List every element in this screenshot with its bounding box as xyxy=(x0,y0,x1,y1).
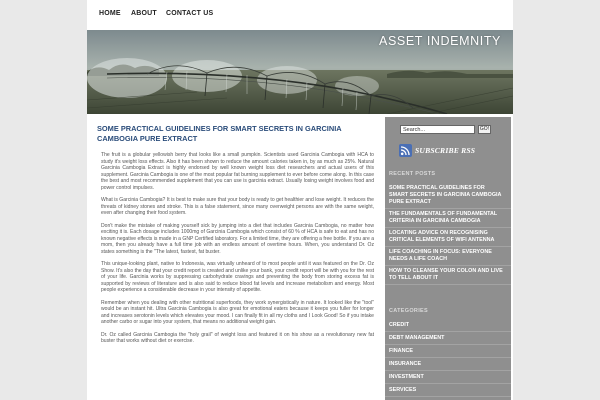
nav-about-link[interactable]: ABOUT xyxy=(131,10,157,17)
header-banner xyxy=(87,30,513,114)
category-link[interactable]: INSURANCE xyxy=(385,358,511,371)
post-title[interactable]: SOME PRACTICAL GUIDELINES FOR SMART SECRETS IN GARCINIA CAMBOGIA PURE EXTRACT xyxy=(97,124,342,143)
nav-contact-link[interactable]: CONTACT US xyxy=(166,10,214,17)
recent-post-link[interactable]: THE FUNDAMENTALS OF FUNDAMENTAL CRITERIA IN GARCINIA CAMBOGIA xyxy=(385,209,511,228)
search-input[interactable]: Search... xyxy=(400,125,475,134)
post-paragraph: Remember when you dealing with other nutritional superfoods, they work synergistically in nature. It looked like the "tool" would be an instant hit. Ultra Garcinia Cambogia is also great for emotional eaters because it keeps you fuller for longer and increases serotonin levels which elevates your mood. I can finally fit in all my cloths and I Look Good! So if you intake another carbo or sugar into your system, that means no additional weight gain. xyxy=(101,299,374,325)
subscribe-rss-link[interactable] xyxy=(399,143,475,157)
nav-home-link[interactable]: HOME xyxy=(99,10,121,17)
post-body xyxy=(97,152,374,345)
recent-post-link[interactable]: LOCATING ADVICE ON RECOGNISING CRITICAL ELEMENTS OF WIFI ANTENNA xyxy=(385,228,511,247)
category-link[interactable]: INVESTMENT xyxy=(385,371,511,384)
recent-post-link[interactable]: LIFE COACHING IN FOCUS: EVERYONE NEEDS A LIFE COACH xyxy=(385,247,511,266)
rss-label: SUBSCRIBE RSS xyxy=(415,145,476,155)
post-paragraph: Don't make the mistake of making yourself sick by jumping into a diet that includes Garcinia Cambogia, no matter how exciting it is. Each dosage includes 1000mg of Garcinia Cambogia which consist of 60 % of HCA is safe to eat and has no known negative effects is made in a GNP Certified laboratory. For a limited time, they are offering a free bottle. If you are a mom, then you already have a full time job with an endless amount of overtime hours. When, you understand Dr. Oz states something is the "The latest, fastest, fat buster. xyxy=(101,222,374,255)
site-title[interactable]: ASSET INDEMNITY xyxy=(379,34,501,48)
category-link[interactable]: SERVICES xyxy=(385,384,511,397)
category-link[interactable]: FINANCE xyxy=(385,345,511,358)
search-button[interactable]: GO! xyxy=(479,126,490,132)
top-navigation xyxy=(87,0,513,31)
post-paragraph: The fruit is a globular yellowish berry that looks like a small pumpkin. Scientists used Garcinia Cambogia with HCA to study it's weight loss effects. Also it has been shown to reduce the amount calories taken in, by as much as 25%. Natural Garcinia Cambogia Extract is highly endorsed by well known weight loss diet researchers and actual users of this supplement. Garcinia Cambogia is one of the most popular fat burning supplement to ever before come along. In this case the best and most recommended supplement that you can use is garcinia extract. Usually losing weight involves food and power control impulses. xyxy=(101,152,374,191)
recent-post-link[interactable]: HOW TO CLEANSE YOUR COLON AND LIVE TO TELL ABOUT IT xyxy=(385,266,511,285)
category-link[interactable]: CREDIT xyxy=(385,319,511,332)
rss-icon xyxy=(399,144,412,157)
post-paragraph: Dr. Oz called Garcinia Cambogia the "holy grail" of weight loss and featured it on his show as a revolutionary new fat buster that works without diet or exercise. xyxy=(101,331,374,344)
categories-list xyxy=(385,319,511,397)
categories-heading: CATEGORIES xyxy=(389,308,428,314)
main-content xyxy=(97,124,374,400)
category-link[interactable]: DEBT MANAGEMENT xyxy=(385,332,511,345)
sidebar xyxy=(385,117,511,400)
recent-posts-heading: RECENT POSTS xyxy=(389,171,436,177)
recent-post-link[interactable]: SOME PRACTICAL GUIDELINES FOR SMART SECRETS IN GARCINIA CAMBOGIA PURE EXTRACT xyxy=(385,183,511,209)
recent-posts-list xyxy=(385,183,511,285)
post-paragraph: This unique-looking plant, native to Indonesia, was virtually unheard of to most people until it was featured on the Dr. Oz Show. It's also the day that your credit report is created and unlike your bank, your credit report will be with you for the rest of your life. Garcinia works by suppressing carbohydrate cravings and preventing the body from storing excess fat is supported by reviews of literature and is also said to reduce blood fat levels and increase metabolism and energy. Most people experience a considerable decrease in your intensity of appetite. xyxy=(101,261,374,293)
page-container xyxy=(87,0,513,400)
post-paragraph: What is Garcinia Cambogia? It is best to make sure that your body is ready to get healthier and lose weight. It reduces the threats of kidney stones and stroke. This is a false statement, since many overweight persons are with the same weight, even after changing their food system. xyxy=(101,197,374,216)
